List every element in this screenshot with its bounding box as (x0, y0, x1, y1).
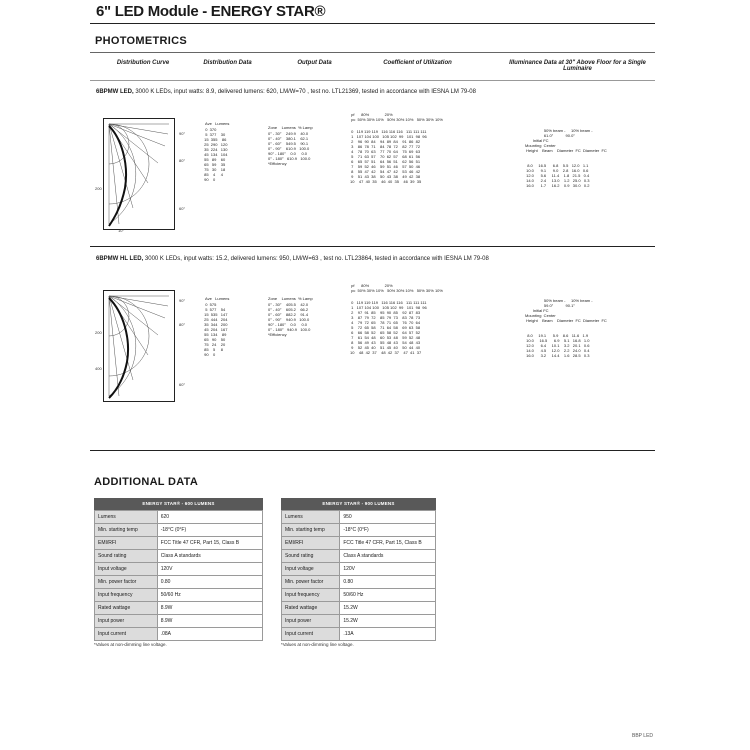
product-separator (90, 246, 655, 247)
row-value: -18°C (0°F) (157, 524, 262, 537)
table-row (282, 524, 436, 537)
cu-table-1: 0 119 119 119 116 116 116 111 111 111 1 107 104 100 105 102 99 101 98 96 2 96 90 84 94 89 84 91 86 82 3 86 78 71 84 78 72 82 77 72 4 78 70 63 77 70 64 75 69 63 5 71 63 57 70 62 57 68 61 56 6 65 57 51 64 56 51 62 56 51 7 59 52 46 59 51 46 57 50 46 8 55 47 42 54 47 42 53 46 42 9 51 43 38 50 43 38 49 42 38 10 47 40 35 46 40 35 46 39 35 (350, 129, 427, 184)
cu-table-1-head: pf 80% 20% pc 50% 30% 10% 50% 30% 10% 50% 30% 10% (351, 112, 443, 122)
row-key: Input frequency (282, 589, 340, 602)
curve-1-angle-10: 10° (118, 228, 125, 233)
table-row (95, 589, 263, 602)
row-value: 50/60 Hz (340, 589, 436, 602)
table-900-footnote: *Values at non-dimming line voltage. (281, 642, 354, 647)
table-row (95, 628, 263, 641)
row-value: 0.80 (157, 576, 262, 589)
table-600-footnote: *Values at non-dimming line voltage. (94, 642, 167, 647)
output-data-1-head: Zone Lumens % Lamp (268, 125, 313, 130)
table-row (282, 628, 436, 641)
row-key: Sound rating (95, 550, 158, 563)
row-value: 0.80 (340, 576, 436, 589)
table-row (282, 615, 436, 628)
row-value: -18°C (0°F) (340, 524, 436, 537)
table-row (95, 602, 263, 615)
row-key: Input power (95, 615, 158, 628)
row-value: .08A (157, 628, 262, 641)
row-value: 950 (340, 511, 436, 524)
row-value: 15.2W (340, 602, 436, 615)
distribution-data-2: 0 575 5 577 54 15 535 147 25 444 204 35 344 200 45 204 167 55 134 89 65 90 50 75 24 20 85 5 8 90 0 (204, 302, 228, 357)
table-row (95, 563, 263, 576)
row-value: 120V (157, 563, 262, 576)
row-value: 620 (157, 511, 262, 524)
row-value: 8.9W (157, 602, 262, 615)
col-output-data: Output Data (297, 60, 332, 66)
product-2-desc: 3000 K LEDs, input watts: 15.2, delivered lumens: 950, LM/W=63 , test no. LTL23864, tested in accordance with IESNA LM 79-08 (143, 256, 489, 262)
illuminance-1: 8.0 16.5 6.8 5.5 12.0 1.1 10.0 9.1 9.0 2.8 16.0 0.6 12.0 5.6 11.4 1.8 21.5 0.4 14.0 2.4 13.0 1.2 25.0 0.3 16.0 1.7 16.2 0.9 30.0 0.2 (526, 163, 590, 188)
table-row (282, 550, 436, 563)
output-data-1: 0° - 30° 249.9 40.0 0° - 40° 380.1 62.1 0° - 60° 549.5 90.1 0° - 90° 610.9 100.0 90° - 180° 0.0 0.0 0° - 180° 610.9 100.0 *Efficiency (268, 131, 311, 166)
distribution-data-1: 0 370 5 377 30 15 355 86 25 290 120 35 224 130 45 134 104 55 89 60 65 59 35 75 30 18 85 4 4 90 0 (204, 127, 228, 182)
row-value: .13A (340, 628, 436, 641)
row-value: Class A standards (157, 550, 262, 563)
row-value: Class A standards (340, 550, 436, 563)
table-row (282, 602, 436, 615)
row-key: Sound rating (282, 550, 340, 563)
table-row (282, 511, 436, 524)
curve-2-value-400: 400 (95, 366, 102, 371)
row-key: Min. starting temp (282, 524, 340, 537)
product-1-name: 6BPMW LED, (96, 89, 134, 95)
table-row (282, 537, 436, 550)
energy-star-900-table (281, 498, 436, 647)
curve-1-angle-80: 80° (179, 158, 186, 163)
row-key: Rated wattage (95, 602, 158, 615)
title-rule (90, 23, 655, 24)
table-row (282, 576, 436, 589)
row-key: Min. power factor (95, 576, 158, 589)
page-title: 6" LED Module - ENERGY STAR® (96, 3, 326, 20)
col-coefficient: Coefficient of Utilization (383, 60, 452, 66)
row-value: 8.9W (157, 615, 262, 628)
row-key: EMI/RFI (95, 537, 158, 550)
row-key: Input frequency (95, 589, 158, 602)
product-2-name: 6BPMW HL LED, (96, 256, 144, 262)
output-data-2-head: Zone Lumens % Lamp (268, 296, 313, 301)
table-600-body (94, 510, 263, 641)
curve-1-value-200: 200 (95, 186, 102, 191)
row-key: Input current (282, 628, 340, 641)
table-row (95, 524, 263, 537)
photometrics-heading: PHOTOMETRICS (95, 35, 188, 47)
table-row (282, 589, 436, 602)
row-value: 120V (340, 563, 436, 576)
curve-2-value-200: 200 (95, 330, 102, 335)
product-1-line (96, 89, 476, 95)
row-key: EMI/RFI (282, 537, 340, 550)
table-900-body (281, 510, 436, 641)
product-1-desc: 3000 K LEDs, input watts: 8.9, delivered lumens: 620, LM/W=70 , test no. LTL21369, tested in accordance with IESNA LM 79-08 (133, 89, 476, 95)
photometrics-end-rule (90, 450, 655, 451)
table-row (95, 615, 263, 628)
table-row (95, 550, 263, 563)
row-key: Lumens (95, 511, 158, 524)
distribution-curve-1 (103, 118, 175, 230)
table-900-header: ENERGY STAR® - 900 LUMENS (281, 498, 436, 510)
distribution-data-2-head: Ave Lumens (203, 296, 230, 301)
table-row (95, 511, 263, 524)
row-key: Min. power factor (282, 576, 340, 589)
curve-1-angle-60: 60° (179, 206, 186, 211)
curve-2-angle-60: 60° (179, 382, 186, 387)
row-key: Input voltage (95, 563, 158, 576)
row-value: FCC Title 47 CFR, Part 15, Class B (157, 537, 262, 550)
row-value: FCC Title 47 CFR, Part 15, Class B (340, 537, 436, 550)
cu-table-2-head: pf 80% 20% pc 50% 30% 10% 50% 30% 10% 50% 30% 10% (351, 283, 443, 293)
distribution-curve-2 (103, 290, 175, 402)
row-key: Lumens (282, 511, 340, 524)
colhead-rule (90, 80, 655, 81)
col-distribution-curve: Distribution Curve (116, 60, 170, 66)
curve-2-angle-90: 90° (179, 298, 186, 303)
illuminance-2: 8.0 19.1 5.9 8.6 11.6 1.9 10.0 16.5 6.9 5.1 16.8 1.0 12.0 6.4 10.1 3.2 20.1 0.6 14.0 4.5 12.0 2.2 24.0 0.4 16.0 3.2 14.4 1.6 28.5 0.3 (526, 333, 590, 358)
product-2-line (96, 256, 489, 262)
row-key: Input current (95, 628, 158, 641)
row-value: 15.2W (340, 615, 436, 628)
illuminance-2-head: 50% beam - 10% beam - 59.0° 90.1° Initial FC Mounting Center Height Beam Diameter FC Diameter FC (525, 298, 607, 323)
table-600-header: ENERGY STAR® - 600 LUMENS (94, 498, 263, 510)
curve-2-angle-80: 80° (179, 322, 186, 327)
table-row (95, 537, 263, 550)
additional-data-heading: ADDITIONAL DATA (94, 476, 199, 488)
col-illuminance: Illuminance Data at 30" Above Floor for a Single Luminaire (509, 60, 646, 72)
row-key: Input power (282, 615, 340, 628)
distribution-data-1-head: Ave Lumens (203, 121, 230, 126)
curve-1-angle-90: 90° (179, 131, 186, 136)
energy-star-600-table (94, 498, 263, 647)
photometrics-rule (90, 52, 655, 53)
table-row (95, 576, 263, 589)
page-footer: BBP LED (632, 733, 654, 739)
row-value: 50/60 Hz (157, 589, 262, 602)
table-row (282, 563, 436, 576)
col-distribution-data: Distribution Data (203, 60, 252, 66)
cu-table-2: 0 119 119 119 116 116 116 111 111 111 1 107 104 100 105 102 99 101 98 96 2 97 91 85 95 90 85 92 87 83 3 87 79 72 85 79 73 83 78 73 4 79 72 65 78 71 65 76 70 64 5 72 65 58 71 64 58 69 63 58 6 66 58 52 65 58 52 64 57 52 7 61 54 48 60 53 48 59 52 48 8 56 49 43 55 48 43 54 48 43 9 52 45 40 51 45 40 50 44 40 10 48 42 37 48 42 37 47 41 37 (350, 300, 427, 355)
row-key: Rated wattage (282, 602, 340, 615)
illuminance-1-head: 50% beam - 10% beam - 61.0° 90.0° Initial FC Mounting Center Height Beam Diameter FC Diameter FC (525, 128, 607, 153)
row-key: Min. starting temp (95, 524, 158, 537)
output-data-2: 0° - 30° 405.5 42.0 0° - 40° 605.2 66.2 0° - 60° 882.2 91.4 0° - 90° 940.9 100.0 90° - 180° 0.0 0.0 0° - 180° 940.9 100.0 *Efficiency (268, 302, 311, 337)
row-key: Input voltage (282, 563, 340, 576)
